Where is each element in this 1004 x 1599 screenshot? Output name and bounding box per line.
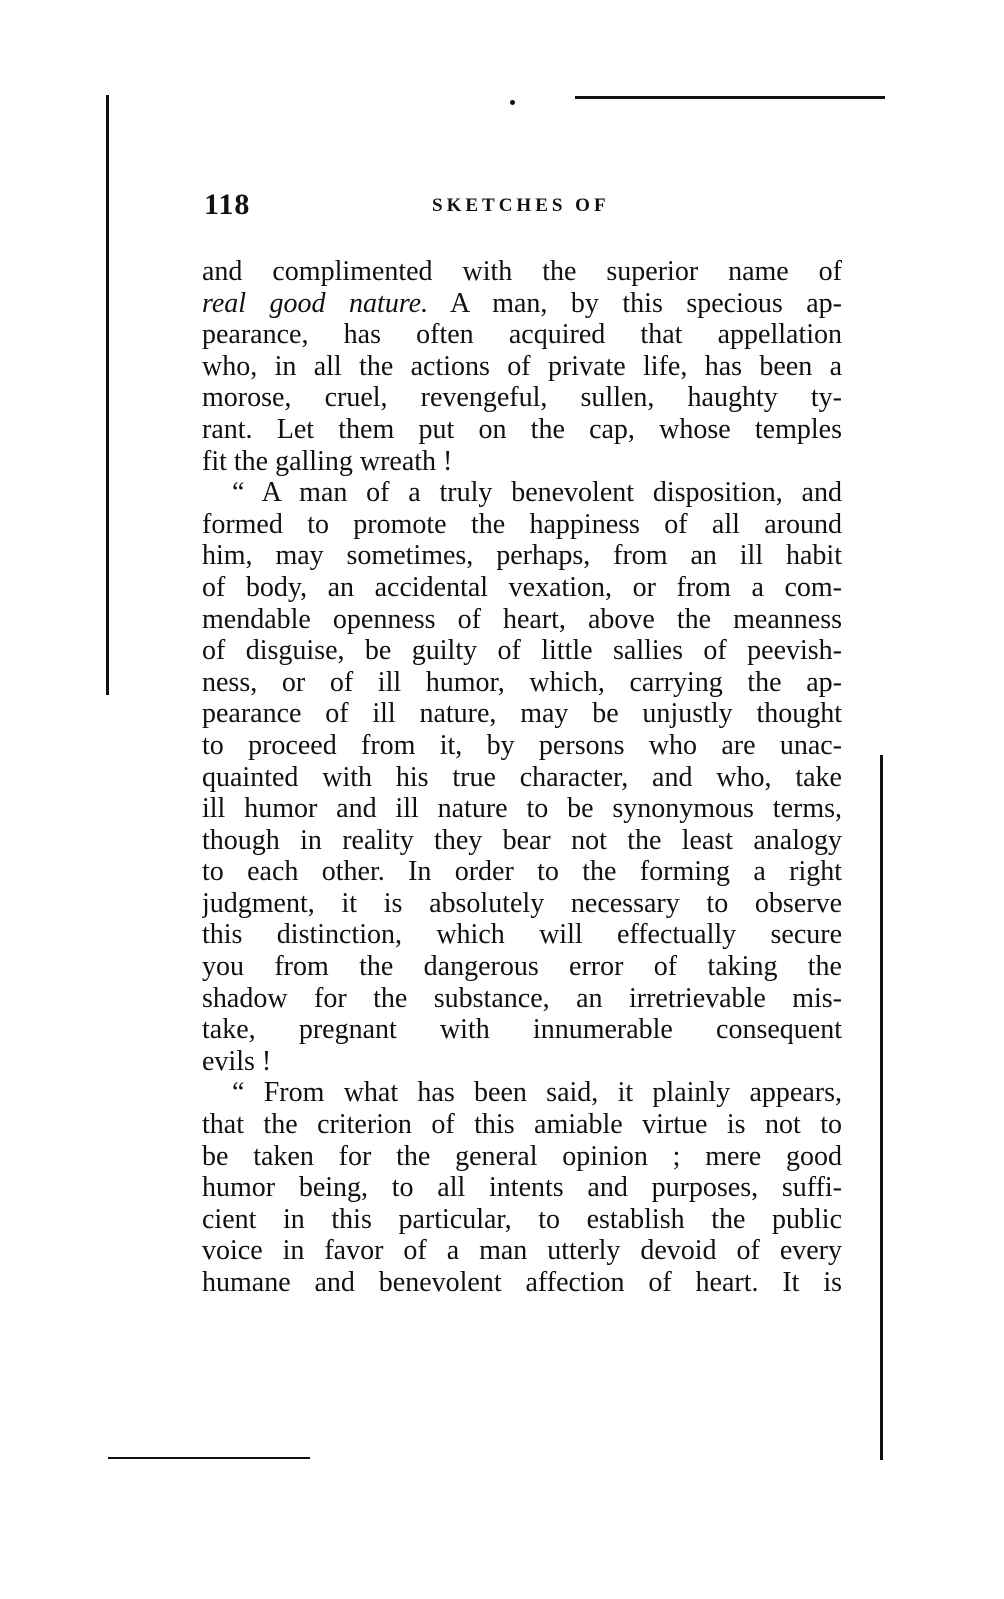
text-line [202,509,842,541]
text-line [202,446,842,478]
text-line [202,825,842,857]
text-line-content: that the criterion of this amiable virtue is not to [202,1109,842,1141]
text-line-content: you from the dangerous error of taking the [202,951,842,983]
text-line [202,951,842,983]
text-line [202,414,842,446]
text-line-content: judgment, it is absolutely necessary to observe [202,887,842,919]
text-line-content: this distinction, which will effectually secure [202,919,842,951]
text-line [202,1077,842,1109]
text-line-content: fit the galling wreath ! [202,445,453,477]
text-line-content: be taken for the general opinion ; mere good [202,1140,842,1172]
text-line-content: rant. Let them put on the cap, whose temples [202,413,842,445]
text-line-content: morose, cruel, revengeful, sullen, haughty ty- [202,382,842,414]
text-line-content: mendable openness of heart, above the meanness [202,603,842,635]
text-line [202,793,842,825]
text-line [202,762,842,794]
text-line [202,288,842,320]
text-line [202,477,842,509]
text-line-content: “ A man of a truly benevolent disposition, and [232,477,842,509]
text-line [202,351,842,383]
text-line [202,256,842,288]
text-line-content: ill humor and ill nature to be synonymous terms, [202,793,842,825]
page-number: 118 [204,188,251,221]
text-line [202,604,842,636]
text-line [202,1141,842,1173]
scan-edge-bottom [108,1457,310,1459]
scan-speck [510,100,515,105]
text-line-content: A man, by this specious ap- [428,287,842,319]
italic-phrase: real good nature. [202,287,429,319]
text-line [202,730,842,762]
text-line [202,1267,842,1299]
text-line [202,1046,842,1078]
scan-edge-right [880,755,883,1460]
text-line [202,919,842,951]
text-line-content: of disguise, be guilty of little sallies of peevish- [202,635,842,667]
text-line [202,572,842,604]
scan-edge-left [106,95,109,695]
text-line-content: cient in this particular, to establish the public [202,1203,842,1235]
text-line-content: “ From what has been said, it plainly appears, [232,1077,842,1109]
text-line-content: to proceed from it, by persons who are unac- [202,729,842,761]
text-line [202,856,842,888]
scan-edge-top [575,96,885,99]
text-line-content: and complimented with the superior name of [202,256,842,287]
text-line-content: though in reality they bear not the least analogy [202,824,842,856]
text-line-content: pearance, has often acquired that appellation [202,319,842,351]
text-line [202,1109,842,1141]
text-line [202,983,842,1015]
text-line-content: humane and benevolent affection of heart. It is [202,1267,842,1298]
text-line [202,635,842,667]
text-line-content: take, pregnant with innumerable consequent [202,1014,842,1046]
running-head: SKETCHES OF [432,195,610,216]
text-line [202,667,842,699]
text-line-content: to each other. In order to the forming a right [202,856,842,888]
text-line-content: evils ! [202,1045,272,1077]
text-line [202,319,842,351]
text-line-content: voice in favor of a man utterly devoid of every [202,1235,842,1267]
text-line-content: quainted with his true character, and who, take [202,761,842,793]
text-line-content: shadow for the substance, an irretrievable mis- [202,982,842,1014]
text-line [202,1014,842,1046]
text-line [202,888,842,920]
text-line-content: formed to promote the happiness of all around [202,508,842,540]
text-line [202,1204,842,1236]
text-line-content: humor being, to all intents and purposes, suffi- [202,1172,842,1204]
text-line-content: pearance of ill nature, may be unjustly thought [202,698,842,730]
text-line [202,1235,842,1267]
text-line-content: who, in all the actions of private life, has been a [202,350,842,382]
body-text [202,256,842,1299]
text-line [202,1172,842,1204]
text-line [202,698,842,730]
text-line-content: him, may sometimes, perhaps, from an ill habit [202,540,842,572]
text-line-content: ness, or of ill humor, which, carrying the ap- [202,666,842,698]
page-header [204,188,844,228]
text-line [202,382,842,414]
text-line [202,540,842,572]
text-line-content: of body, an accidental vexation, or from a com- [202,571,842,603]
